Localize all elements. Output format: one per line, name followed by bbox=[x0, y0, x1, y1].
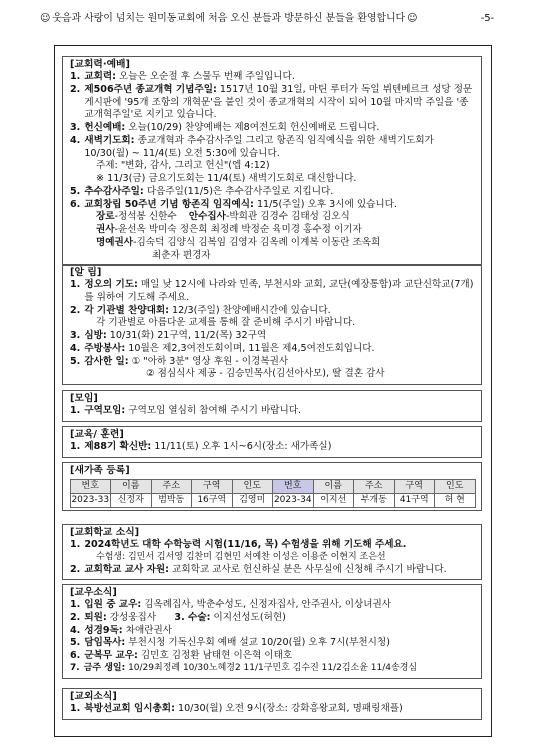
section-education bbox=[62, 426, 482, 458]
list-item: 5. 담임목사: 부천시청 기독신우회 예배 설교 10/20(월) 오후 7시(부천시청) bbox=[70, 637, 390, 649]
smiley-icon: ☺ bbox=[407, 13, 418, 24]
section-title: [모임] bbox=[70, 393, 98, 404]
table-cell: 범박동 bbox=[151, 493, 193, 508]
table-header: 구역 bbox=[394, 479, 436, 494]
section-title: [새가족 등록] bbox=[70, 465, 130, 476]
smiley-icon: ☺ bbox=[40, 13, 51, 24]
list-item: 1. 구역모임: 구역모임 열심히 참여해 주시기 바랍니다. bbox=[70, 405, 302, 417]
section-church-worship bbox=[62, 56, 482, 266]
list-item: 1. 북방선교회 임시총회: 10/30(월) 오전 9시(장소: 강화흥왕교회, 명패링채플) bbox=[70, 703, 403, 715]
ordination-honorary: 명예권사-김숙덕 김양식 김복임 김영자 김옥례 이계복 이동란 조옥희 bbox=[96, 236, 381, 248]
new-family-table bbox=[70, 479, 475, 507]
table-header: 번호 bbox=[272, 479, 314, 494]
table-cell: 41구역 bbox=[394, 493, 436, 508]
notice-cont: 각 기관별로 아름다운 교제를 통해 잘 준비해 주시기 바랍니다. bbox=[96, 317, 356, 329]
thanks-cont: ② 점심식사 제공 - 김승민목사(김선아사모), 딸 결혼 감사 bbox=[146, 368, 385, 380]
list-item: 5. 추수감사주일: 다음주일(11/5)은 추수감사주일로 지킵니다. bbox=[70, 185, 334, 197]
welcome-text: 웃음과 사랑이 넘치는 원미동교회에 처음 오신 분들과 방문하신 분들을 환영합니다 bbox=[52, 13, 406, 24]
section-title: [교외소식] bbox=[70, 691, 117, 702]
table-cell: 부개동 bbox=[353, 493, 395, 508]
list-item: 4. 성경9독: 차애란권사 bbox=[70, 624, 173, 636]
table-header: 인도 bbox=[232, 479, 274, 494]
list-item: 1. 제88기 확신반: 11/11(토) 오후 1시~6시(장소: 새가족실) bbox=[70, 441, 332, 453]
table-cell: 김영미 bbox=[232, 493, 274, 508]
list-item: 7. 금주 생일: 10/29최정례 10/30노혜경2 11/1구민호 김수진 11/2김소윤 11/4송경심 bbox=[70, 662, 418, 673]
page-header bbox=[40, 12, 500, 25]
list-item: 1. 정오의 기도: 매일 낮 12시에 나라와 민족, 부천시와 교회, 교단(예장통합)과 교단신학교(7개)를 위하여 기도해 주세요. bbox=[70, 279, 474, 303]
exam-students: 수험생: 김민서 김서영 김찬미 김현민 서예찬 이성은 이용준 이현지 조은선 bbox=[96, 551, 386, 562]
table-header: 번호 bbox=[70, 479, 112, 494]
section-title: [교회력·예배] bbox=[70, 59, 130, 70]
table-cell: 허 현 bbox=[434, 493, 476, 508]
section-title: [교육/ 훈련] bbox=[70, 429, 124, 440]
section-members bbox=[62, 584, 482, 679]
section-gathering bbox=[62, 390, 482, 422]
table-cell: 신정자 bbox=[110, 493, 152, 508]
prayer-note: ※ 11/3(금) 금요기도회는 11/4(토) 새벽기도회로 대신합니다. bbox=[96, 173, 357, 185]
list-item: 2. 각 기관별 찬양대회: 12/3(주일) 찬양예배시간에 있습니다. bbox=[70, 304, 331, 316]
ordination-kwonsa: 권사-윤선옥 박미숙 정은희 최정례 박정순 육미경 홍수정 이기자 bbox=[96, 224, 362, 236]
table-header: 이름 bbox=[313, 479, 355, 494]
page-number: -5- bbox=[480, 13, 494, 24]
table-cell: 16구역 bbox=[191, 493, 233, 508]
list-item: 6. 군복무 교우: 김민호 김정환 남태현 이은혁 이태호 bbox=[70, 650, 293, 662]
ordination-elders: 장로-정석봉 신한수 안수집사-박희관 김경수 김태성 김오식 bbox=[96, 211, 350, 223]
list-item: 3. 심방: 10/31(화) 21구역, 11/2(목) 32구역 bbox=[70, 330, 267, 342]
table-cell: 이지선 bbox=[313, 493, 355, 508]
table-header: 주소 bbox=[353, 479, 395, 494]
list-item: 1. 입원 중 교우: 김옥례집사, 박춘수성도, 신정자집사, 안주권사, 이상녀권사 bbox=[70, 599, 392, 611]
section-new-family bbox=[62, 462, 482, 511]
welcome-message bbox=[40, 12, 417, 25]
list-item: 2. 퇴원: 강성웅집사 3. 수술: 이지선성도(허현) bbox=[70, 611, 286, 623]
prayer-theme: 주제: "변화, 감사, 그리고 헌신"(엡 4:12) bbox=[96, 160, 270, 172]
section-notices bbox=[62, 264, 482, 385]
list-item: 1. 2024학년도 대학 수학능력 시험(11/16, 목) 수험생을 위해 기도해 주세요. bbox=[70, 539, 407, 551]
list-item: 2. 교회학교 교사 자원: 교회학교 교사로 헌신하실 분은 사무실에 신청해 주시기 바랍니다. bbox=[70, 563, 447, 575]
list-item: 6. 교회창립 50주년 기념 항존직 임직예식: 11/5(주일) 오후 3시에 있습니다. bbox=[70, 198, 397, 210]
ordination-honorary-cont: 최춘자 편경자 bbox=[152, 249, 211, 261]
table-header: 주소 bbox=[151, 479, 193, 494]
section-external bbox=[62, 688, 482, 720]
section-title: [교우소식] bbox=[70, 587, 117, 598]
list-item: 4. 주방봉사: 10월은 제2,3여전도회이며, 11월은 제4,5여전도회입니다. bbox=[70, 342, 375, 354]
table-header: 인도 bbox=[434, 479, 476, 494]
table-header: 이름 bbox=[110, 479, 152, 494]
list-item: 3. 헌신예배: 오늘(10/29) 찬양예배는 제8여전도회 헌신예배로 드립니다. bbox=[70, 122, 380, 134]
section-church-school bbox=[62, 524, 482, 580]
table-cell: 2023-34 bbox=[272, 493, 314, 508]
table-cell: 2023-33 bbox=[70, 493, 112, 508]
list-item: 5. 감사한 일: ① "아하 3분" 영상 후원 - 이경복권사 bbox=[70, 355, 289, 367]
section-title: [교회학교 소식] bbox=[70, 527, 140, 538]
section-title: [알 림] bbox=[70, 267, 102, 278]
list-item: 4. 새벽기도회: 종교개혁과 추수감사주일 그리고 항존직 임직예식을 위한 새벽기도회가 10/30(월) ~ 11/4(토) 오전 5:30에 있습니다. bbox=[70, 134, 434, 159]
table-header: 구역 bbox=[191, 479, 233, 494]
list-item: 1. 교회력: 오늘은 오순절 후 스물두 번째 주일입니다. bbox=[70, 71, 295, 83]
list-item: 2. 제506주년 종교개혁 기념주일: 1517년 10월 31일, 마틴 루터가 독일 뷔텐베르크 성당 정문 게시판에 '95개 조항의 개혁문'을 붙인 것이 종교개혁의 시작이 되어 10월 마지막 주일을 '종교개혁주일'로 지키고 있습니다. bbox=[70, 83, 473, 121]
